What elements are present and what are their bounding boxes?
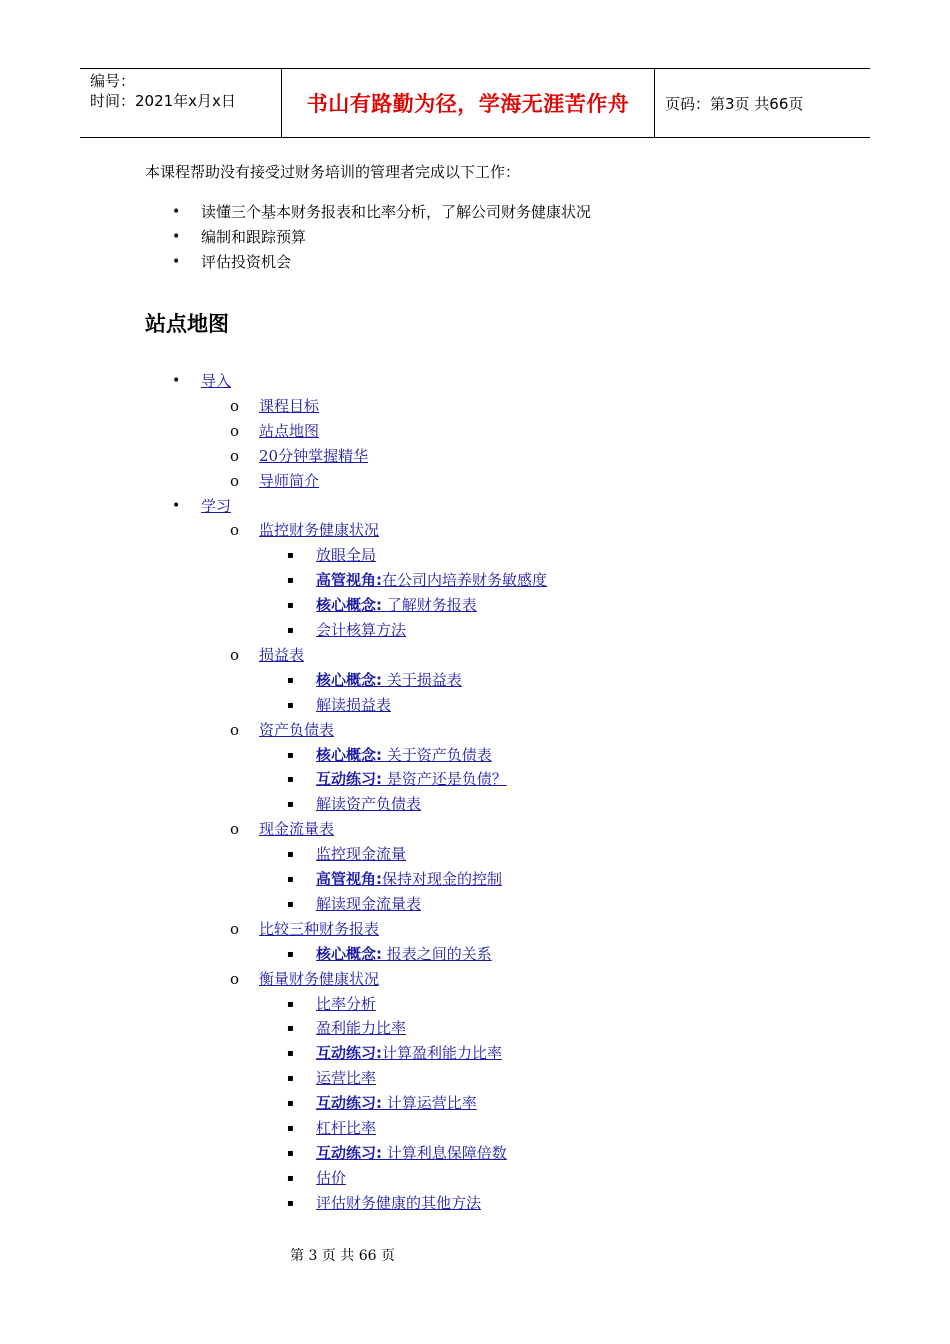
square-marker: ▪ [287, 1098, 294, 1110]
square-marker: ▪ [287, 699, 294, 711]
link-label: 了解财务报表 [382, 596, 477, 615]
sitemap-link[interactable] [259, 394, 319, 419]
sitemap-link[interactable] [316, 1116, 376, 1141]
link-label: 比率分析 [316, 994, 377, 1013]
square-marker: ▪ [287, 1172, 294, 1184]
link-prefix: 核心概念: [316, 670, 382, 689]
square-marker: ▪ [287, 1123, 294, 1134]
square-marker: ▪ [287, 799, 294, 811]
link-label: 估价 [316, 1168, 347, 1187]
sitemap-link[interactable] [316, 792, 421, 817]
sitemap-link[interactable] [316, 1016, 406, 1041]
link-label: 课程目标 [259, 396, 320, 415]
sitemap-link[interactable] [316, 1141, 507, 1166]
link-label: 20分钟掌握精华 [259, 446, 369, 465]
sitemap-link[interactable] [316, 1066, 376, 1091]
link-label: 会计核算方法 [316, 621, 407, 639]
sitemap-link[interactable] [316, 842, 406, 867]
square-marker: ▪ [287, 674, 294, 686]
sitemap-link[interactable] [259, 718, 334, 743]
link-label: 解读资产负债表 [316, 795, 422, 814]
sitemap-link[interactable] [316, 743, 492, 768]
sitemap-link[interactable] [316, 892, 421, 917]
sitemap-link[interactable] [316, 767, 507, 792]
circle-marker: o [230, 421, 240, 440]
header-page-number: 页码：第3页 共66页 [665, 94, 804, 113]
link-label: 计算盈利能力比率 [382, 1044, 503, 1063]
link-prefix: 互动练习: [316, 1044, 382, 1063]
sitemap-link[interactable] [316, 693, 391, 718]
link-label: 解读现金流量表 [316, 894, 422, 913]
link-prefix: 高管视角: [316, 870, 382, 888]
sitemap-link[interactable] [259, 444, 368, 469]
sitemap-link[interactable] [316, 1191, 481, 1216]
square-marker: ▪ [287, 749, 294, 761]
sitemap-title: 站点地图 [145, 312, 229, 336]
square-marker: ▪ [287, 998, 294, 1010]
link-label: 读懂三个基本财务报表和比率分析，了解公司财务健康状况 [201, 203, 592, 221]
link-prefix: 互动练习: [316, 770, 382, 789]
link-label: 运营比率 [316, 1069, 377, 1088]
square-marker: ▪ [287, 874, 294, 885]
page-header [80, 68, 870, 138]
square-marker: ▪ [287, 1073, 294, 1085]
sitemap-link[interactable] [316, 593, 477, 618]
square-marker: ▪ [287, 774, 294, 786]
link-label: 编制和跟踪预算 [201, 228, 307, 246]
link-prefix: 高管视角: [316, 571, 382, 590]
link-label: 计算利息保障倍数 [382, 1143, 507, 1162]
header-motto: 书山有路勤为径，学海无涯苦作舟 [282, 69, 655, 137]
link-label: 现金流量表 [259, 820, 335, 839]
circle-marker: o [230, 521, 240, 540]
link-label: 盈利能力比率 [316, 1019, 407, 1038]
circle-marker: o [230, 919, 240, 938]
square-marker: ▪ [287, 898, 294, 910]
link-label: 监控财务健康状况 [259, 521, 380, 540]
link-label: 评估财务健康的其他方法 [316, 1193, 482, 1212]
square-marker: ▪ [287, 625, 294, 636]
link-prefix: 核心概念: [316, 596, 382, 615]
list-item-text [201, 225, 306, 250]
sitemap-link[interactable] [259, 469, 319, 494]
square-marker: ▪ [287, 1147, 294, 1159]
link-label: 报表之间的关系 [382, 944, 492, 963]
circle-marker: o [230, 645, 240, 664]
page-footer: 第 3 页 共 66 页 [290, 1248, 395, 1264]
link-label: 站点地图 [259, 421, 320, 440]
circle-marker: o [230, 446, 240, 465]
sitemap-link[interactable] [316, 543, 376, 568]
square-marker: ▪ [287, 550, 294, 562]
sitemap-link[interactable] [259, 518, 379, 543]
circle-marker: o [230, 471, 240, 490]
link-label: 是资产还是负债？ [382, 770, 507, 789]
sitemap-link[interactable] [316, 867, 502, 892]
link-label: 杠杆比率 [316, 1119, 377, 1137]
header-meta [80, 69, 282, 137]
square-marker: ▪ [287, 575, 294, 587]
link-label: 解读损益表 [316, 695, 392, 714]
square-marker: ▪ [287, 1023, 294, 1035]
sitemap-link[interactable] [316, 618, 406, 643]
link-label: 导入 [201, 372, 232, 390]
link-prefix: 核心概念: [316, 944, 382, 963]
link-label: 在公司内培养财务敏感度 [382, 571, 548, 590]
link-label: 放眼全局 [316, 546, 377, 565]
link-label: 计算运营比率 [382, 1094, 477, 1113]
square-marker: ▪ [287, 600, 294, 612]
square-marker: ▪ [287, 849, 294, 861]
link-label: 资产负债表 [259, 720, 335, 739]
sitemap-link[interactable] [316, 942, 492, 967]
circle-marker: o [230, 720, 240, 739]
circle-marker: o [230, 969, 240, 988]
sitemap-link[interactable] [201, 369, 231, 394]
sitemap-link[interactable] [316, 1041, 502, 1066]
square-marker: ▪ [287, 1048, 294, 1060]
bullet-marker: • [172, 204, 181, 220]
link-label: 保持对现金的控制 [382, 870, 503, 888]
link-label: 衡量财务健康状况 [259, 969, 380, 988]
link-label: 学习 [201, 496, 232, 515]
sitemap-link[interactable] [259, 419, 319, 444]
link-label: 评估投资机会 [201, 253, 292, 271]
link-label: 导师简介 [259, 471, 320, 490]
sitemap-link[interactable] [259, 967, 379, 992]
sitemap-link[interactable] [201, 494, 231, 519]
document-number-label: 编号： [90, 72, 136, 90]
list-item-text [201, 250, 291, 275]
sitemap-link[interactable] [316, 668, 462, 693]
link-prefix: 互动练习: [316, 1143, 382, 1162]
link-label: 比较三种财务报表 [259, 919, 380, 938]
link-label: 关于资产负债表 [382, 745, 492, 764]
sitemap-link[interactable] [259, 817, 334, 842]
intro-text: 本课程帮助没有接受过财务培训的管理者完成以下工作： [145, 163, 521, 181]
link-label: 监控现金流量 [316, 845, 407, 864]
sitemap-link[interactable] [259, 917, 379, 942]
list-item-text [201, 200, 591, 225]
sitemap-link[interactable] [316, 1091, 477, 1116]
sitemap-link[interactable] [259, 643, 304, 668]
sitemap-link[interactable] [316, 992, 376, 1017]
sitemap-link[interactable] [316, 568, 547, 593]
link-prefix: 互动练习: [316, 1094, 382, 1113]
link-prefix: 核心概念: [316, 745, 382, 764]
circle-marker: o [230, 396, 240, 415]
document-date: 时间：2021年x月x日 [90, 92, 236, 110]
link-label: 关于损益表 [382, 670, 462, 689]
bullet-marker: • [172, 254, 181, 270]
square-marker: ▪ [287, 1197, 294, 1209]
link-label: 损益表 [259, 645, 305, 664]
sitemap-link[interactable] [316, 1166, 346, 1191]
bullet-marker: • [172, 497, 181, 514]
circle-marker: o [230, 820, 240, 839]
square-marker: ▪ [287, 948, 294, 960]
bullet-marker: • [172, 229, 181, 245]
bullet-marker: • [172, 373, 181, 389]
